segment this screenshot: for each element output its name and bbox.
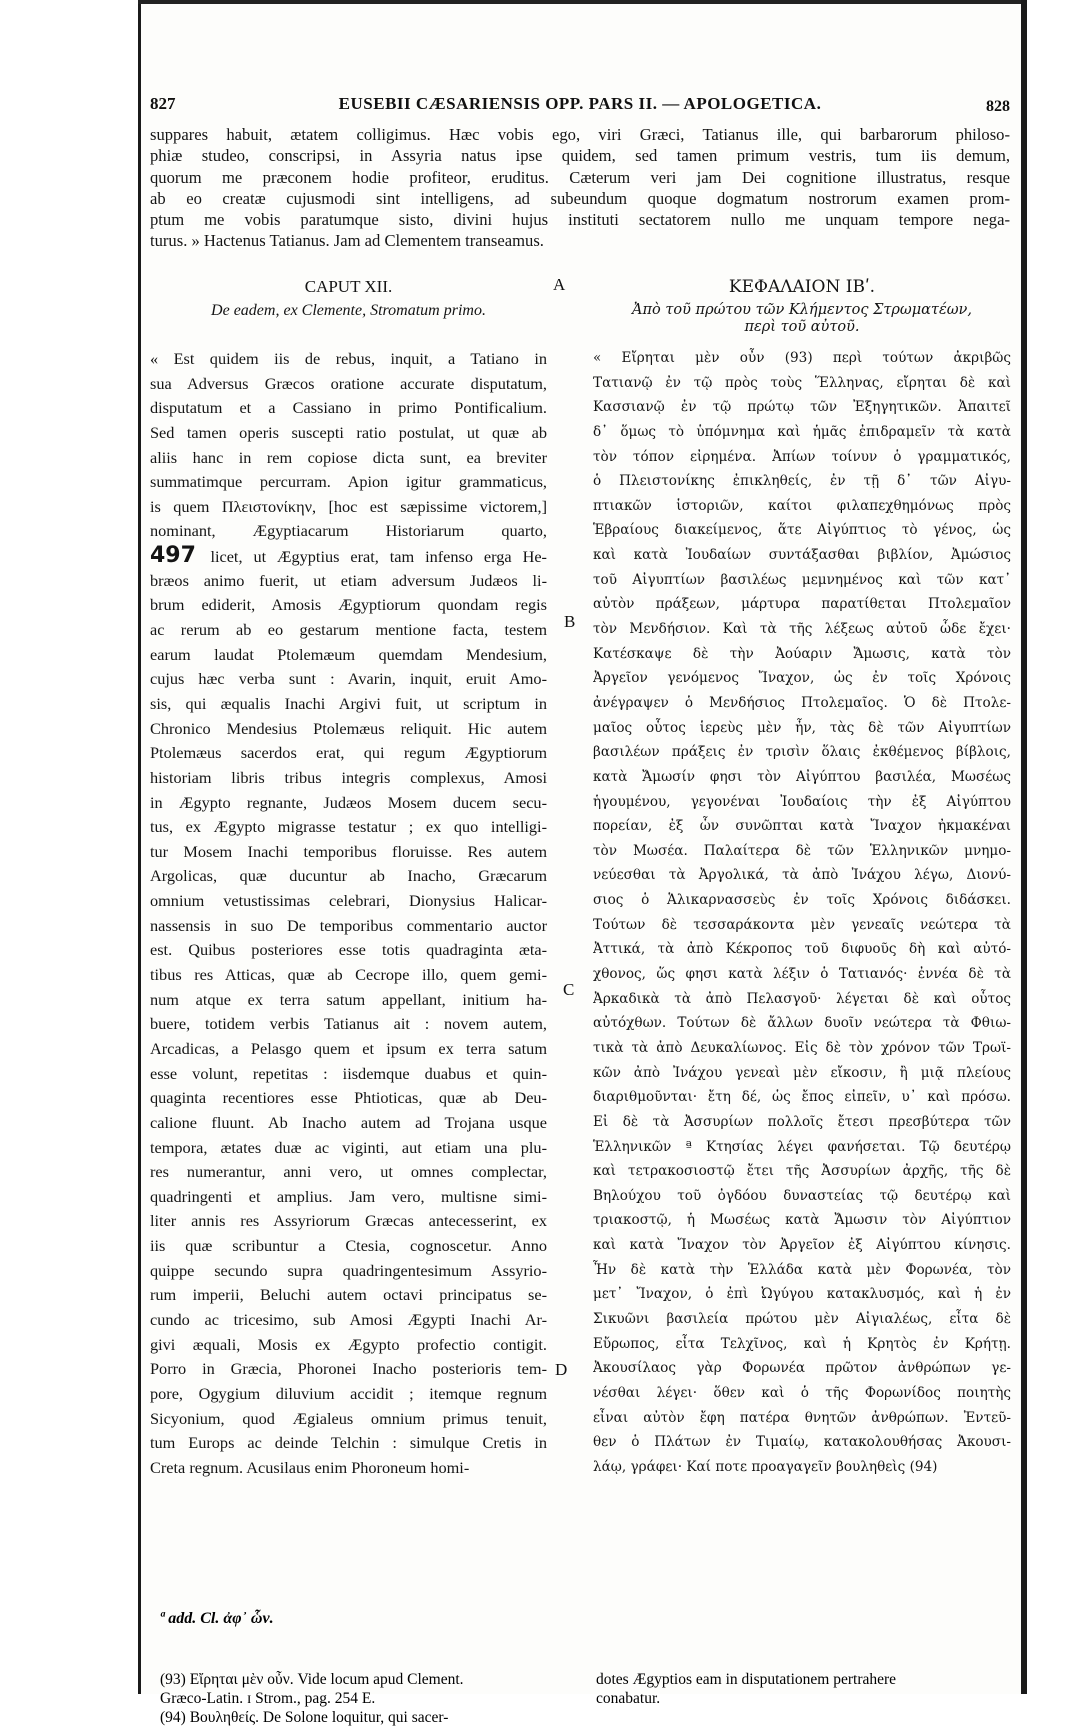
latin-line: quaginta recentiores esse Phtioticas, quæ ab Deu-: [150, 1088, 547, 1108]
latin-line: sua Adversus Græcos oratione accurate disputatum,: [150, 373, 547, 393]
greek-line: τοῦ Αἰγυπτίων βασιλέως μεμνημένος καὶ τῶν κατ᾽: [593, 571, 1011, 588]
latin-line: summatimque percurram. Apion igitur grammaticus,: [150, 472, 547, 492]
latin-line: 497 licet, ut Ægyptius erat, tam infenso erga He-: [150, 544, 547, 569]
greek-line: τικὰ τὰ ἀπὸ Δευκαλίωνος. Εἰς δὲ τὸν χρόνον τῶν Τρωϊ-: [593, 1039, 1011, 1056]
footnote-marker: ª add. Cl. ἀφ᾽ ὧν.: [160, 1610, 274, 1627]
greek-line: Ἀρκαδικὰ τὰ ἀπὸ Πελασγοῦ· λέγεται δὲ καὶ οὗτος: [593, 990, 1011, 1007]
greek-line: νεύεσθαι τὰ Ἀργολικά, τὰ ἀπὸ Ἰνάχου λέγω, Διονύ-: [593, 867, 1011, 884]
inline-page-number: 497: [150, 544, 211, 569]
margin-letter-b: B: [564, 612, 576, 631]
greek-chapter-heading: ΚΕΦΑΛΑΙΟΝ ΙΒʹ.: [728, 277, 876, 297]
intro-line: phiæ studeo, conscripsi, in Assyria natus ipse quidem, sed tamen primum vestris, tum iis demum,: [150, 146, 1010, 166]
latin-line: tur Mosem Inachi temporibus floruisse. Res autem: [150, 841, 547, 861]
latin-line: aliis hanc in rem copiose dicta sunt, ea breviter: [150, 447, 547, 467]
greek-line: χθονος, ὥς φησι κατὰ λέξιν ὁ Τατιανός· ἐννέα δὲ τὰ: [593, 966, 1011, 983]
greek-line: Ἀκουσίλαος γὰρ Φορωνέα πρῶτον ἀνθρώπων γε-: [593, 1360, 1011, 1377]
greek-line: Σικυῶνι βασιλεία πρώτου μὲν Αἰγιαλέως, εἶτα δὲ: [593, 1310, 1011, 1327]
latin-line: brum ediderit, Amosis Ægyptiorum quondam regis: [150, 595, 547, 615]
latin-line: tum Europs ac deinde Telchin : simulque Cretis in: [150, 1433, 547, 1453]
latin-line: cundo ac tricesimo, sub Amosi Ægypti Inachi Ar-: [150, 1309, 547, 1329]
latin-line: nominant, Ægyptiacarum Historiarum quarto,: [150, 521, 547, 541]
intro-line: quorum me præconem hodie profiteor, eruditus. Cæterum veri jam Dei cognitione illustratus, resque: [150, 167, 1010, 187]
intro-line: suppares habuit, ætatem colligimus. Hæc vobis ego, viri Græci, Tatianus ille, qui barbarorum philoso-: [150, 125, 1010, 144]
greek-line: Ἀργεῖον γενόμενος Ἴναχον, ὡς ἐν τοῖς Χρόνοις: [593, 670, 1011, 687]
notes-right: [596, 1670, 1011, 1708]
latin-chapter-heading: CAPUT XII.: [304, 277, 393, 296]
greek-line: Κατέσκαψε δὲ τὴν Ἀούαριν Ἄμωσις, κατὰ τὸν: [593, 645, 1011, 662]
latin-line: historiam libris tribus integris complexus, Amosi: [150, 767, 547, 787]
greek-line: νέσθαι λέγει· ὅθεν καὶ ὁ τῆς Φορωνίδος ποιητὴς: [593, 1384, 1011, 1401]
latin-line: rum imperii, Beluchi autem octavi principatus se-: [150, 1285, 547, 1305]
margin-letter-d: D: [555, 1360, 568, 1379]
greek-line: κῶν ἀπὸ Ἰνάχου γενεαὶ μὲν εἴκοσιν, ἢ μιᾷ πλείους: [593, 1064, 1011, 1081]
margin-letter-a: A: [553, 275, 566, 294]
greek-line: τὸν τόπον εἰρημένα. Ἀπίων τοίνυν ὁ γραμματικός,: [593, 448, 1011, 465]
greek-line: θεν ὁ Πλάτων ἐν Τιμαίῳ, κατακολουθήσας Ἀκουσι-: [593, 1434, 1011, 1451]
latin-line: buere, totidem verbis Tatianus ait : novem autem,: [150, 1014, 547, 1034]
greek-line: « Εἴρηται μὲν οὖν (93) περὶ τούτων ἀκριβῶς: [593, 350, 1011, 366]
running-title: EUSEBII CÆSARIENSIS OPP. PARS II. — APOLOGETICA.: [338, 94, 822, 113]
latin-line: cujus hæc verba sunt : Avarin, inquit, eruit Amo-: [150, 669, 547, 689]
greek-line: εἶναι αὐτὸν ἔφη πατέρα θνητῶν ἀνθρώπων. Ἐντεῦ-: [593, 1409, 1011, 1426]
latin-line: est. Quibus posteriores esse totis quadraginta æta-: [150, 940, 547, 960]
greek-line: αὐτόχθων. Τούτων δὲ ἄλλων δυοῖν νεώτερα τὰ Φθιω-: [593, 1015, 1011, 1032]
latin-line: num atque ex terra satum appellant, initium ha-: [150, 989, 547, 1009]
intro-line: ab eo creatæ cujusmodi sint intelligens, ad subeundum quoque dogmatum nostrorum examen prom-: [150, 188, 1010, 208]
greek-line: βασιλέων πράξεις ἐν τρισὶν ὅλαις ἐκθέμενος βίβλοις,: [593, 744, 1011, 761]
latin-line: Arcadicas, a Pelasgo quem et ipsum ex terra satum: [150, 1038, 547, 1058]
latin-column: [150, 277, 547, 1480]
page-number-right: 828: [986, 98, 1010, 115]
running-head: [150, 94, 1010, 120]
greek-line: τὸν Μωσέα. Παλαίτερα δὲ τῶν Ἑλληνικῶν μνημο-: [593, 842, 1011, 859]
greek-line: Εὔρωπος, εἶτα Τελχῖνος, καὶ ἡ Κρητὸς ἐν Κρήτῃ.: [593, 1335, 1011, 1352]
latin-line: Sed tamen operis suscepti ratio postulat, ut quæ ab: [150, 422, 547, 442]
latin-line: Sicyonium, quod Ægialeus omnium primus tenuit,: [150, 1408, 547, 1428]
scan-edge: [138, 0, 1021, 4]
greek-line: ἡγουμένου, γεγονέναι Ἰουδαίοις τὴν ἐξ Αἰγύπτου: [593, 793, 1011, 810]
note-left-line: Græco-Latin. ɪ Strom., pag. 254 E.: [160, 1690, 376, 1707]
greek-line: διαριθμοῦνται· ἔτη δέ, ὡς ἔπος εἰπεῖν, υ᾽ καὶ πρόσω.: [593, 1089, 1011, 1106]
greek-line: Ἀττικά, τὰ ἀπὸ Κέκροπος τοῦ διφυοῦς δὴ καὶ αὐτό-: [593, 941, 1011, 958]
greek-line: τὸν Μενδήσιον. Καὶ τὰ τῆς λέξεως αὐτοῦ ὧδε ἔχει·: [593, 621, 1011, 638]
greek-line: μετ᾽ Ἴναχον, ὁ ἐπὶ Ὠγύγου κατακλυσμός, καὶ ἡ ἐν: [593, 1286, 1011, 1303]
greek-line: λάῳ, γράφει· Καί ποτε προαγαγεῖν βουληθεὶς (94): [593, 1458, 938, 1475]
greek-line: πορείαν, ἐξ ὧν συνῶπται κατὰ Ἴναχον ἠκμακέναι: [593, 818, 1011, 835]
greek-line: πτιακῶν ἱστοριῶν, καίτοι φιλαπεχθημόνως πρὸς: [593, 497, 1011, 514]
notes-left: [160, 1670, 555, 1727]
note-right-line: dotes Ægyptios eam in disputationem pertrahere: [596, 1671, 897, 1688]
greek-line: Εἰ δὲ τὰ Ἀσσυρίων πολλοῖς ἔτεσι πρεσβύτερα τῶν: [593, 1113, 1011, 1130]
greek-line: κατὰ Ἄμωσίν φησι τὸν Αἰγύπτου βασιλέα, Μωσέως: [593, 768, 1011, 785]
latin-line: liter annis res Assyriorum Græcas antecesserint, ex: [150, 1211, 547, 1231]
latin-line: tempora, ætates duæ ac viginti, aut etiam una plu-: [150, 1137, 547, 1157]
greek-line: Βηλούχου τοῦ ὀγδόου δυναστείας τῷ δευτέρῳ καὶ: [593, 1187, 1011, 1204]
latin-line: givi æquali, Mosis ex Ægypto profectio contigit.: [150, 1334, 547, 1354]
latin-line: ac rerum ab eo gestarum mentione facta, testem: [150, 620, 547, 640]
note-left-line: (93) Εἴρηται μὲν οὖν. Vide locum apud Clement.: [160, 1671, 464, 1688]
greek-line: Κασσιανῷ ἐν τῷ πρώτῳ τῶν Ἐξηγητικῶν. Ἀπαιτεῖ: [593, 399, 1011, 416]
greek-line: μαῖος οὗτος ἱερεὺς μὲν ἦν, τὰς δὲ τῶν Αἰγυπτίων: [593, 719, 1011, 736]
greek-line: ὁ Πλειστονίκης ἐπικληθείς, ἐν τῇ δ᾽ τῶν Αἰγυ-: [593, 473, 1011, 490]
latin-chapter-subheading: De eadem, ex Clemente, Stromatum primo.: [211, 302, 486, 319]
latin-line: quadringenti et amplius. Jam vero, multisne simi-: [150, 1186, 547, 1206]
latin-line: is quem Πλειστονίκην, [hoc est sæpissime victorem,]: [150, 496, 547, 516]
greek-line: τριακοστῷ, ἡ Μωσέως κατὰ Ἄμωσιν τὸν Αἰγύπτιον: [593, 1212, 1011, 1229]
latin-line: Porro in Græcia, Phoronei Inacho posterioris tem-: [150, 1359, 547, 1379]
intro-line: turus. » Hactenus Tatianus. Jam ad Clementem transeamus.: [150, 231, 544, 251]
greek-line: Ἑβραίους διακείμενος, ἅτε Αἰγύπτιος τὸ γένος, ὡς: [593, 522, 1011, 539]
latin-line: Argolicas, quæ ducuntur ab Inacho, Græcarum: [150, 866, 547, 886]
note-left-line: (94) Βουληθείς. De Solone loquitur, qui sacer-: [160, 1709, 449, 1726]
greek-line: δ᾽ ὅμως τὸ ὑπόμνημα καὶ ἡμᾶς ἐπιδραμεῖν τὰ κατὰ: [593, 423, 1011, 440]
greek-line: καὶ τετρακοσιοστῷ ἔτει τῆς Ἀσσυρίων ἀρχῆς, τῆς δὲ: [593, 1163, 1011, 1180]
latin-line: in Ægypto regnante, Judæos Mosem ducem secu-: [150, 792, 547, 812]
latin-line: tus, ex Ægypto migrasse testatur ; ex quo intelligi-: [150, 817, 547, 837]
intro-paragraph: [150, 124, 1010, 252]
greek-line: Ἦν δὲ κατὰ τὴν Ἑλλάδα κατὰ μὲν Φορωνέα, τὸν: [593, 1261, 1011, 1278]
latin-line: esse volunt, repetitas : iisdemque duabus et quin-: [150, 1063, 547, 1083]
greek-line: Τούτων δὲ τεσσαράκοντα μὲν γενεαῖς νεώτερα τὰ: [593, 916, 1011, 933]
latin-line: tibus res Atticas, quæ ab Cecrope illo, quem gemi-: [150, 965, 547, 985]
page-number-left: 827: [150, 94, 176, 113]
latin-line: pore, Ogygium diluvium accidit ; itemque regnum: [150, 1383, 547, 1403]
latin-line: Chronico Mendesius Ptolemæus reliquit. Hic autem: [150, 718, 547, 738]
intro-line: ptum me vobis paratumque sisto, divini hujus instituti sectatorem nullo me unquam tempore nega-: [150, 210, 1010, 230]
greek-chapter-subheading-1: Ἀπὸ τοῦ πρώτου τῶν Κλήμεντος Στρωματέων,: [632, 302, 972, 318]
latin-line: calione fluunt. Ab Inacho autem ad Trojana usque: [150, 1112, 547, 1132]
latin-line: omnium vetustissimas celebrari, Dionysius Halicar-: [150, 891, 547, 911]
latin-text-body: [150, 347, 547, 1480]
latin-line: res numerantur, anni vero, ut omnes complectar,: [150, 1162, 547, 1182]
greek-line: καὶ κατὰ Ἴναχον τὸν Ἀργεῖον ἐξ Αἰγύπτου κίνησις.: [593, 1237, 1011, 1254]
note-right-line: conabatur.: [596, 1690, 661, 1707]
latin-line: earum laudat Ptolemæum quemdam Mendesium,: [150, 644, 547, 664]
latin-line: disputatum et a Cassiano in primo Pontificalium.: [150, 398, 547, 418]
greek-column: [593, 277, 1011, 1479]
latin-line: « Est quidem iis de rebus, inquit, a Tatiano in: [150, 349, 547, 368]
greek-line: ἀνέγραψεν ὁ Μενδήσιος Πτολεμαῖος. Ὁ δὲ Πτολε-: [593, 694, 1011, 711]
greek-line: καὶ κατὰ Ἰουδαίων συντάξασθαι βιβλίον, Ἀμώσιος: [593, 547, 1011, 564]
greek-line: Ἑλληνικῶν ª Κτησίας λέγει φανήσεται. Τῷ δευτέρῳ: [593, 1138, 1011, 1155]
greek-text-body: [593, 346, 1011, 1479]
latin-line: quippe secundo supra quadringentesimum Assyrio-: [150, 1260, 547, 1280]
greek-line: αὐτὸν πράξεων, μάρτυρα παρατίθεται Πτολεμαῖον: [593, 596, 1011, 613]
latin-line: bræos animo fuerit, ut etiam adversum Judæos li-: [150, 570, 547, 590]
latin-line: sis, qui æqualis Inachi Argivi fuit, ut scriptum in: [150, 693, 547, 713]
greek-line: σιος ὁ Ἁλικαρνασσεὺς ἐν τοῖς Χρόνοις διδάσκει.: [593, 892, 1011, 909]
greek-chapter-subheading-2: περὶ τοῦ αὐτοῦ.: [744, 319, 860, 335]
latin-line: iis quæ scribuntur a Ctesia, cognoscetur. Anno: [150, 1236, 547, 1256]
greek-line: Τατιανῷ ἐν τῷ πρὸς τοὺς Ἕλληνας, εἴρηται δὲ καὶ: [593, 374, 1011, 391]
latin-line: Ptolemæus sacerdos erat, qui regum Ægyptiorum: [150, 743, 547, 763]
latin-line: Creta regnum. Acusilaus enim Phoroneum homi-: [150, 1457, 470, 1477]
latin-line: nassensis in suo De temporibus commentario auctor: [150, 915, 547, 935]
margin-letter-c: C: [563, 980, 575, 999]
